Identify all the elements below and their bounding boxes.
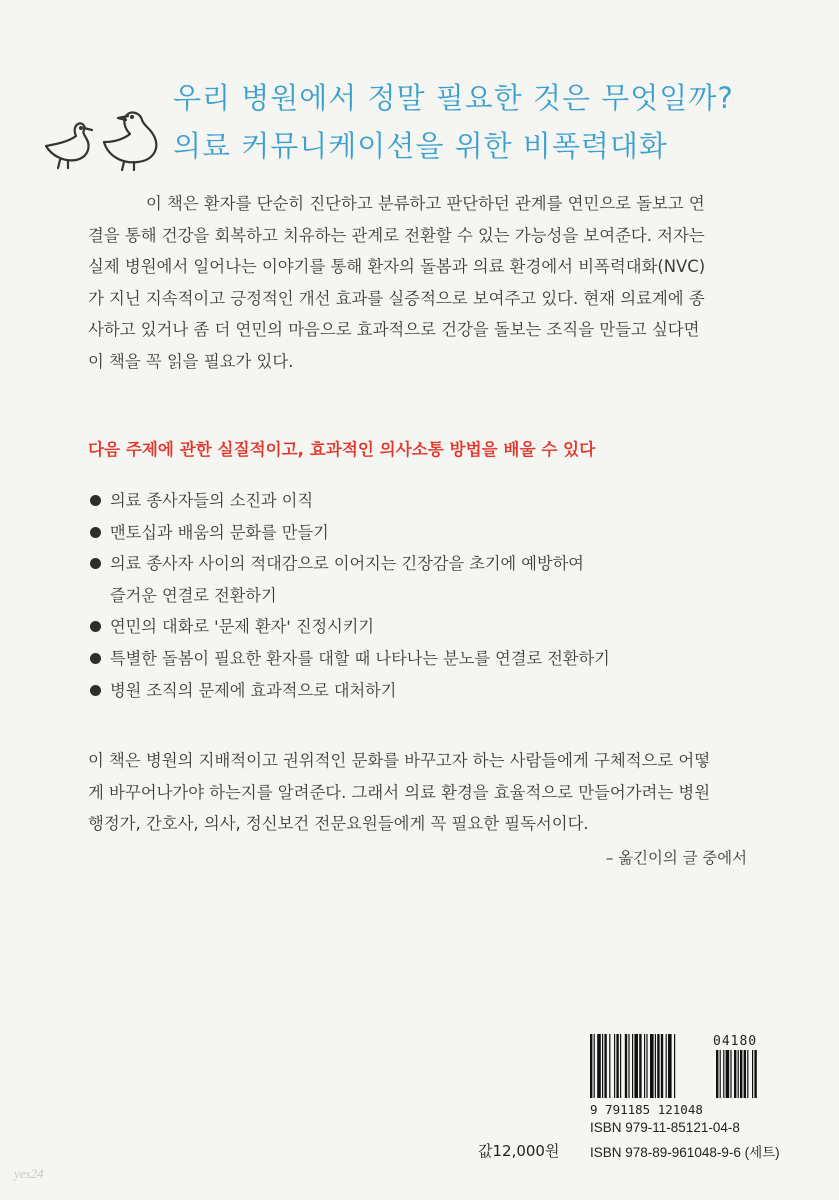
intro-line: 실제 병원에서 일어나는 이야기를 통해 환자의 돌봄과 의료 환경에서 비폭력대화(NVC)	[88, 257, 706, 277]
barcode-addon-bar	[738, 1050, 739, 1098]
barcode-bar	[620, 1034, 621, 1098]
barcode-addon-bar	[754, 1050, 756, 1098]
isbn-barcode	[590, 1034, 780, 1104]
headline-line-1: 우리 병원에서 정말 필요한 것은 무엇일까?	[173, 81, 734, 115]
barcode-bar	[657, 1034, 659, 1098]
barcode-bar	[602, 1034, 603, 1098]
barcode-addon-bar	[740, 1050, 742, 1098]
bullet-icon	[90, 621, 101, 632]
price: 값12,000원	[478, 1142, 560, 1160]
watermark-logo: yes24	[14, 1166, 44, 1181]
barcode-addon-bar	[720, 1050, 721, 1098]
barcode-bar	[628, 1034, 629, 1098]
list-item	[88, 548, 768, 580]
list-item-text: 즐거운 연결로 전환하기	[110, 585, 277, 605]
barcode-bar	[590, 1034, 592, 1098]
barcode-addon-bar	[726, 1050, 730, 1098]
barcode-bar	[639, 1034, 641, 1098]
barcode-bar	[604, 1034, 606, 1098]
list-item-text: 맨토십과 배움의 문화를 만들기	[110, 522, 329, 542]
barcode-bar	[609, 1034, 610, 1098]
bullet-icon	[90, 653, 101, 664]
barcode-bar	[646, 1034, 647, 1098]
intro-line: 결을 통해 건강을 회복하고 치유하는 관계로 전환할 수 있는 가능성을 보여준다. 저자는	[88, 225, 705, 245]
attribution: – 옮긴이의 글 중에서	[605, 849, 747, 867]
barcode-bar	[644, 1034, 645, 1098]
headline-line-2: 의료 커뮤니케이션을 위한 비폭력대화	[173, 129, 668, 163]
barcode-digits: 9 791185 121048	[590, 1102, 703, 1117]
barcode-addon-bar	[716, 1050, 718, 1098]
barcode-bar	[597, 1034, 601, 1098]
isbn-number: ISBN 979-11-85121-04-8	[590, 1120, 740, 1135]
barcode-bar	[674, 1034, 675, 1098]
list-item-text: 연민의 대화로 '문제 환자' 진정시키기	[110, 617, 375, 637]
barcode-bar	[594, 1034, 595, 1098]
bullet-icon	[90, 527, 101, 538]
closing-paragraph	[88, 745, 768, 840]
barcode-bar	[661, 1034, 663, 1098]
addon-code: 04180	[713, 1034, 758, 1049]
barcode-addon-bar	[752, 1050, 753, 1098]
topics-list	[88, 485, 768, 706]
barcode-addon-bar	[747, 1050, 748, 1098]
barcode-bar	[650, 1034, 654, 1098]
list-item	[88, 611, 768, 643]
barcode-bar	[634, 1034, 638, 1098]
intro-line: 사하고 있거나 좀 더 연민의 마음으로 효과적으로 건강을 돌보는 조직을 만들고 싶다면	[88, 320, 700, 340]
barcode-addon-bar	[734, 1050, 736, 1098]
barcode-bar	[668, 1034, 672, 1098]
barcode-bar	[666, 1034, 667, 1098]
closing-line: 게 바꾸어나가야 하는지를 알려준다. 그래서 의료 환경을 효율적으로 만들어가려는 병원	[88, 782, 711, 802]
list-item-text: 특별한 돌봄이 필요한 환자를 대할 때 나타나는 분노를 연결로 전환하기	[110, 648, 610, 668]
birds-illustration	[38, 104, 168, 174]
list-item	[88, 517, 768, 549]
list-item-continuation	[88, 580, 768, 612]
barcode-addon-bar	[744, 1050, 746, 1098]
bullet-icon	[90, 495, 101, 506]
intro-line: 가 지닌 지속적이고 긍정적인 개선 효과를 실증적으로 보여주고 있다. 현재 의료계에 종	[88, 288, 705, 308]
barcode-bar	[616, 1034, 618, 1098]
list-item-text: 의료 종사자들의 소진과 이직	[110, 491, 314, 510]
topics-subhead: 다음 주제에 관한 실질적이고, 효과적인 의사소통 방법을 배울 수 있다	[88, 440, 596, 459]
list-item-text: 의료 종사자 사이의 적대감으로 이어지는 긴장감을 초기에 예방하여	[110, 554, 584, 574]
closing-line: 행정가, 간호사, 의사, 정신보건 전문요원들에게 꼭 필요한 필독서이다.	[88, 814, 589, 834]
list-item	[88, 675, 768, 707]
barcode-bar	[632, 1034, 633, 1098]
list-item-text: 병원 조직의 문제에 효과적으로 대처하기	[110, 680, 397, 700]
isbn-set-number: ISBN 978-89-961048-9-6 (세트)	[590, 1145, 780, 1160]
barcode-addon-bar	[723, 1050, 724, 1098]
barcode-bar	[625, 1034, 627, 1098]
bullet-icon	[90, 558, 101, 569]
barcode-bar	[655, 1034, 656, 1098]
bullet-icon	[90, 685, 101, 696]
intro-line: 이 책을 꼭 읽을 필요가 있다.	[88, 351, 294, 371]
barcode-addon-bar	[730, 1050, 731, 1098]
closing-line: 이 책은 병원의 지배적이고 권위적인 문화를 바꾸고자 하는 사람들에게 구체적으로 어떻	[88, 751, 711, 770]
list-item	[88, 643, 768, 675]
intro-paragraph	[88, 188, 768, 378]
barcode-bar	[614, 1034, 615, 1098]
intro-line: 이 책은 환자를 단순히 진단하고 분류하고 판단하던 관계를 연민으로 돌보고 연	[146, 194, 705, 213]
list-item	[88, 485, 768, 517]
headline	[173, 74, 734, 170]
